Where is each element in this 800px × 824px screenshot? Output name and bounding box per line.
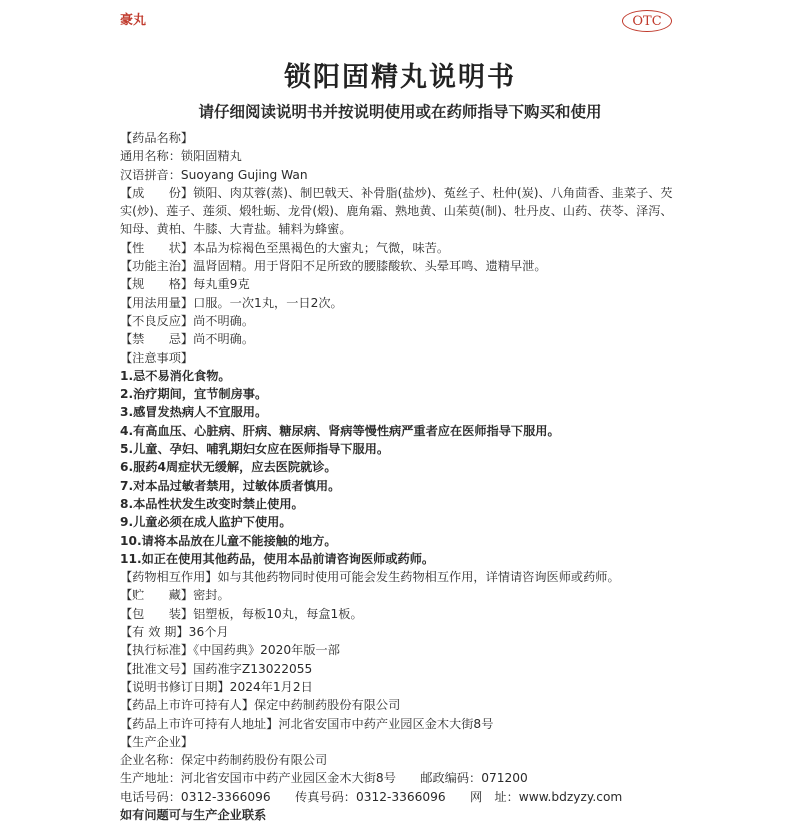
leaflet-line: 8.本品性状发生改变时禁止使用。 [120, 496, 304, 511]
leaflet-line: 如有问题可与生产企业联系 [120, 807, 267, 822]
brand-logo: 豪丸 [120, 13, 147, 28]
leaflet-line: 【说明书修订日期】2024年1月2日 [120, 679, 313, 694]
leaflet-line: 通用名称：锁阳固精丸 [120, 149, 242, 164]
leaflet-line: 【药品名称】 [120, 131, 194, 145]
leaflet-line: 【有 效 期】36个月 [120, 625, 229, 640]
otc-badge: OTC [622, 10, 672, 32]
document-subtitle: 请仔细阅读说明书并按说明使用或在药师指导下购买和使用 [198, 103, 602, 121]
leaflet-line: 生产地址：河北省安国市中药产业园区金木大街8号 邮政编码：071200 [120, 771, 528, 786]
leaflet-line: 【生产企业】 [120, 734, 194, 749]
leaflet-line: 【规 格】每丸重9克 [120, 277, 250, 292]
leaflet-line: 9.儿童必须在成人监护下使用。 [120, 515, 292, 530]
leaflet-line: 【批准文号】国药准字Z13022055 [120, 661, 313, 676]
leaflet-line: 汉语拼音：Suoyang Gujing Wan [120, 167, 308, 182]
leaflet-line: 【不良反应】尚不明确。 [120, 313, 255, 328]
document-title: 锁阳固精丸说明书 [284, 62, 516, 93]
leaflet-line: 【禁 忌】尚不明确。 [120, 332, 255, 347]
leaflet-line: 3.感冒发热病人不宜服用。 [120, 405, 268, 420]
leaflet-line: 电话号码：0312-3366096 传真号码：0312-3366096 网 址：www.bdzyzy.com [120, 789, 623, 804]
leaflet-line: 10.请将本品放在儿童不能接触的地方。 [120, 533, 337, 548]
leaflet-line: 【药品上市许可持有人地址】河北省安国市中药产业园区金木大街8号 [120, 716, 494, 731]
leaflet-line: 【成 份】锁阳、肉苁蓉(蒸)、制巴戟天、补骨脂(盐炒)、菟丝子、杜仲(炭)、八角茴香、韭菜子、芡 [120, 185, 673, 200]
leaflet-line: 5.儿童、孕妇、哺乳期妇女应在医师指导下服用。 [120, 442, 390, 457]
leaflet-line: 【用法用量】口服。一次1丸，一日2次。 [120, 295, 343, 310]
leaflet-line: 2.治疗期间，宜节制房事。 [120, 387, 268, 402]
leaflet-line: 7.对本品过敏者禁用，过敏体质者慎用。 [120, 478, 341, 493]
leaflet-line: 【功能主治】温肾固精。用于肾阳不足所致的腰膝酸软、头晕耳鸣、遗精早泄。 [120, 259, 547, 274]
leaflet-line: 【执行标准】《中国药典》2020年版一部 [120, 643, 340, 658]
leaflet-line: 11.如正在使用其他药品，使用本品前请咨询医师或药师。 [120, 551, 435, 566]
leaflet-line: 实(炒)、莲子、莲须、煅牡蛎、龙骨(煅)、鹿角霜、熟地黄、山茱萸(制)、牡丹皮、山药、茯苓、泽泻、 [120, 204, 673, 219]
leaflet-line: 1.忌不易消化食物。 [120, 368, 231, 383]
leaflet-line: 【药品上市许可持有人】保定中药制药股份有限公司 [120, 698, 401, 713]
leaflet-line: 【包 装】铝塑板，每板10丸，每盒1板。 [120, 606, 363, 621]
leaflet-line: 4.有高血压、心脏病、肝病、糖尿病、肾病等慢性病严重者应在医师指导下服用。 [120, 423, 560, 438]
leaflet-line: 【药物相互作用】如与其他药物同时使用可能会发生药物相互作用，详情请咨询医师或药师。 [120, 570, 620, 585]
leaflet-line: 知母、黄柏、牛膝、大青盐。辅料为蜂蜜。 [120, 222, 352, 237]
leaflet-body [120, 129, 680, 824]
leaflet-line: 【性 状】本品为棕褐色至黑褐色的大蜜丸；气微，味苦。 [120, 240, 450, 255]
leaflet-line: 【贮 藏】密封。 [120, 588, 230, 603]
leaflet-line: 企业名称：保定中药制药股份有限公司 [120, 753, 328, 768]
leaflet-line: 6.服药4周症状无缓解，应去医院就诊。 [120, 460, 337, 475]
leaflet-line: 【注意事项】 [120, 350, 194, 365]
